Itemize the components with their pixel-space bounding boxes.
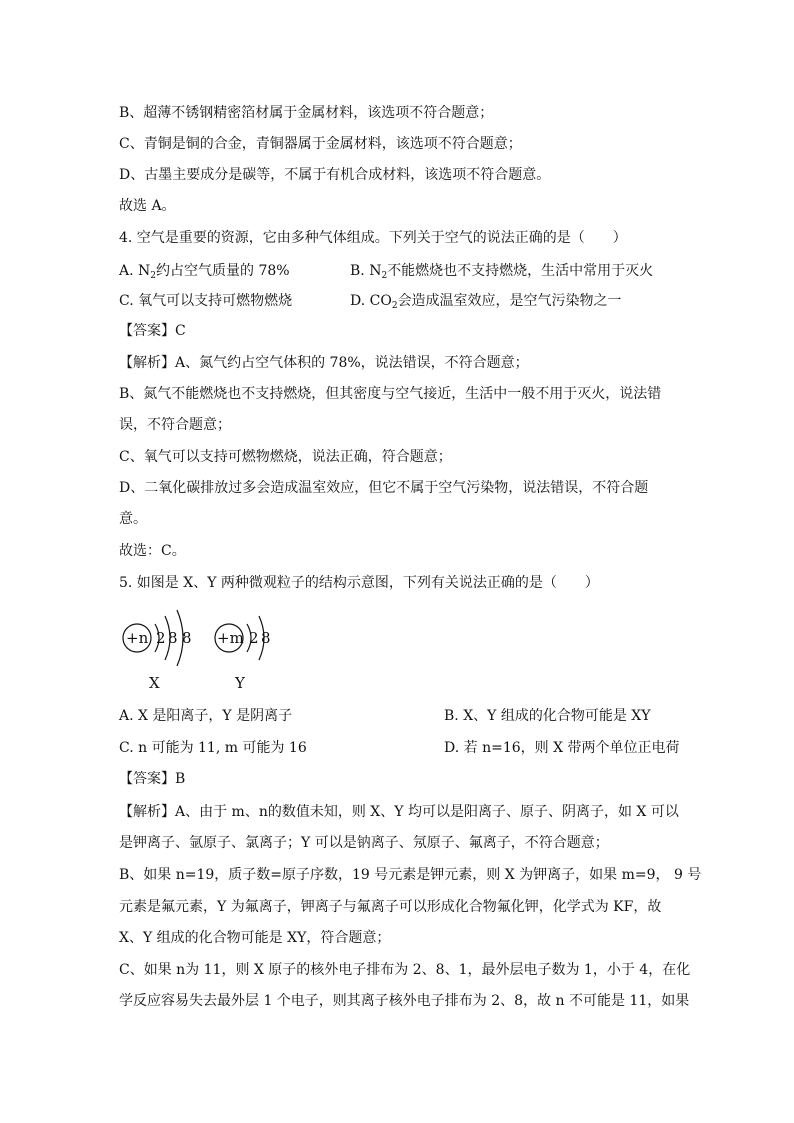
q5-analysis-line: 是钾离子、氩原子、氯离子；Y 可以是钠离子、氖原子、氟离子，不符合题意； xyxy=(119,835,609,851)
q4-analysis-line: 【解析】A、氮气约占空气体积的 78%，说法错误，不符合题意； xyxy=(119,355,529,371)
q4-option-a: A. $N_2$约占空气质量的 78% xyxy=(119,263,290,281)
q4-option-c: C. 氧气可以支持可燃物燃烧 xyxy=(119,293,293,309)
q4-option-b: B. $N_2$不能燃烧也不支持燃烧，生活中常用于灭火 xyxy=(350,263,654,281)
q5-option-a: A. X 是阳离子，Y 是阴离子 xyxy=(119,708,293,724)
q5-analysis-line: X、Y 组成的化合物可能是 XY，符合题意； xyxy=(119,930,391,946)
q5-option-c: C. n 可能为 11, m 可能为 16 xyxy=(119,740,307,756)
x-particle-label: X xyxy=(149,674,160,692)
q5-analysis-line: 元素是氟元素，Y 为氟离子，钾离子与氟离子可以形成化合物氟化钾，化学式为 KF，故 xyxy=(119,899,662,915)
q4-option-d: D. $CO_2$会造成温室效应，是空气污染物之一 xyxy=(350,293,622,311)
y-nucleus-charge: +m xyxy=(217,629,244,647)
q4-analysis-line: D、二氧化碳排放过多会造成温室效应，但它不属于空气污染物，说法错误，不符合题 xyxy=(119,480,649,496)
x-shell-2-count: 8 xyxy=(168,629,178,647)
q4-analysis-line: 故选：C。 xyxy=(119,543,186,559)
y-shell-2-count: 8 xyxy=(261,629,271,647)
q5-analysis-line: 【解析】A、由于 m、n的数值未知，则 X、Y 均可以是阳离子、原子、阴离子，如 X 可以 xyxy=(119,804,679,820)
line-option-b: B、超薄不锈钢精密箔材属于金属材料，该选项不符合题意； xyxy=(119,105,494,121)
q5-analysis-line: C、如果 n为 11，则 X 原子的核外电子排布为 2、8、1，最外层电子数为 1，小于 4，在化 xyxy=(119,962,691,978)
y-particle-label: Y xyxy=(235,674,245,692)
line-option-c: C、青铜是铜的合金，青铜器属于金属材料，该选项不符合题意； xyxy=(119,136,522,152)
q5-option-b: B. X、Y 组成的化合物可能是 XY xyxy=(444,708,651,724)
q4-answer: 【答案】C xyxy=(119,323,186,339)
x-nucleus-charge: +n xyxy=(126,629,149,647)
atomic-structure-diagram xyxy=(119,606,289,692)
y-shell-1-count: 2 xyxy=(249,629,259,647)
q5-answer: 【答案】B xyxy=(119,771,186,787)
q4-analysis-line: 误，不符合题意； xyxy=(119,417,231,433)
q5-analysis-line: B、如果 n=19，质子数=原子序数，19 号元素是钾元素，则 X 为钾离子，如果 m=9， 9 号 xyxy=(119,867,702,883)
q4-analysis-line: B、氮气不能燃烧也不支持燃烧，但其密度与空气接近，生活中一般不用于灭火，说法错 xyxy=(119,386,662,402)
q4-analysis-line: 意。 xyxy=(119,511,147,527)
q4-analysis-line: C、氧气可以支持可燃物燃烧，说法正确，符合题意； xyxy=(119,449,452,465)
q5-option-d: D. 若 n=16，则 X 带两个单位正电荷 xyxy=(444,740,680,756)
question-5-stem: 5. 如图是 X、Y 两种微观粒子的结构示意图，下列有关说法正确的是（ ） xyxy=(119,575,599,591)
x-shell-3-count: 8 xyxy=(182,629,192,647)
line-option-d: D、古墨主要成分是碳等，不属于有机合成材料，该选项不符合题意。 xyxy=(119,167,551,183)
x-shell-1-count: 2 xyxy=(156,629,166,647)
line-conclusion: 故选 A。 xyxy=(119,198,176,214)
question-4-stem: 4. 空气是重要的资源，它由多种气体组成。下列关于空气的说法正确的是（ ） xyxy=(119,230,627,246)
q5-analysis-line: 学反应容易失去最外层 1 个电子，则其离子核外电子排布为 2、8，故 n 不可能是 11，如果 xyxy=(119,993,690,1009)
